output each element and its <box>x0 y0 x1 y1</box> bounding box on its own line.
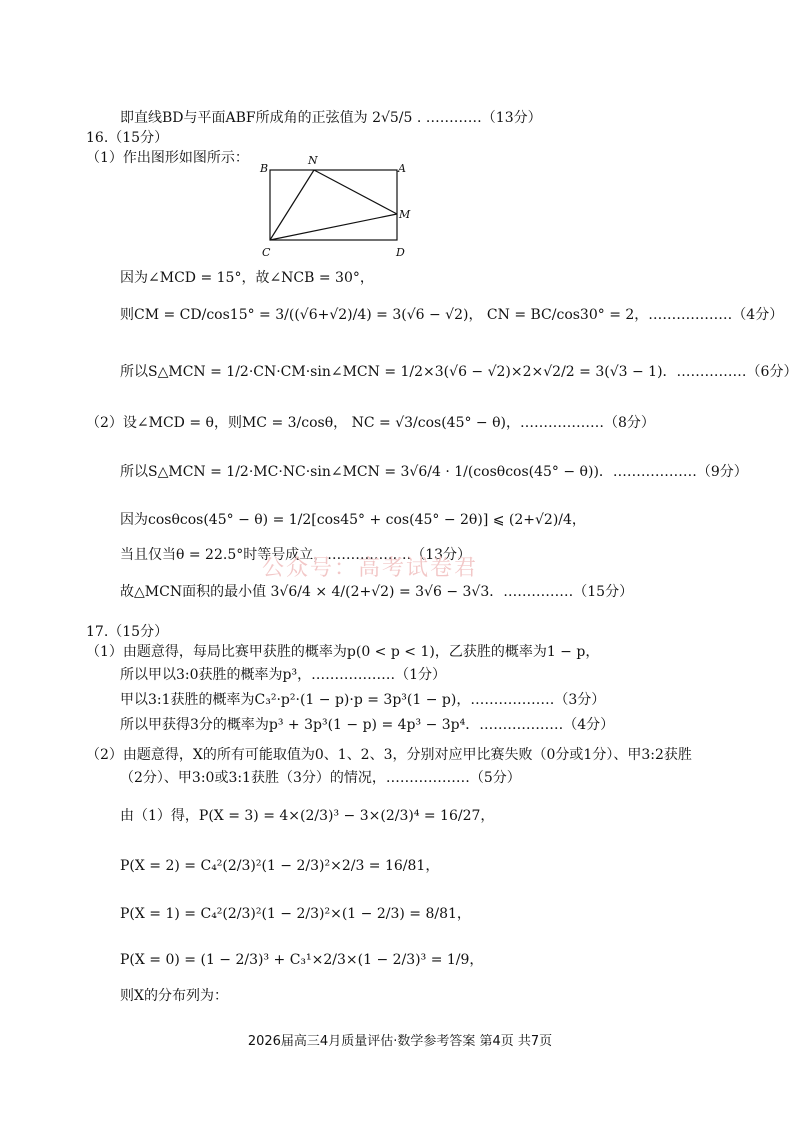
label-d: D <box>396 246 405 259</box>
q16-part2-line: （2）设∠MCD = θ，则MC = 3/cosθ， NC = √3/cos(45° − θ)，………………（8分） <box>86 415 655 431</box>
q17-px3: 由（1）得，P(X = 3) = 4×(2/3)³ − 3×(2/3)⁴ = 16/27， <box>120 808 495 824</box>
q17-3-0: 所以甲以3:0获胜的概率为p³，………………（1分） <box>120 667 447 683</box>
segment-CN <box>270 170 314 240</box>
q17-part2-cont: （2分）、甲3:0或3:1获胜（3分）的情况，………………（5分） <box>120 770 521 786</box>
label-a: A <box>398 162 406 175</box>
line-conclusion: 即直线BD与平面ABF所成角的正弦值为 2√5/5 . …………（13分） <box>120 110 542 126</box>
q17-part1-intro: （1）由题意得，每局比赛甲获胜的概率为p(0 < p < 1)，乙获胜的概率为1 − p， <box>86 644 600 660</box>
label-n: N <box>308 154 318 167</box>
q17-heading: 17.（15分） <box>86 624 169 640</box>
q16-heading: 16.（15分） <box>86 130 169 146</box>
q16-minimum: 故△MCN面积的最小值 3√6/4 × 4/(2+√2) = 3√6 − 3√3．……………（15分） <box>120 584 634 600</box>
q16-cm-cn-line: 则CM = CD/cos15° = 3/((√6+√2)/4) = 3(√6 − √2)， CN = BC/cos30° = 2，………………（4分） <box>120 307 784 323</box>
q17-3-points: 所以甲获得3分的概率为p³ + 3p³(1 − p) = 4p³ − 3p⁴．………………（4分） <box>120 717 615 733</box>
label-m: M <box>399 208 411 221</box>
q16-angle-line: 因为∠MCD = 15°，故∠NCB = 30°， <box>120 270 374 286</box>
q17-px2: P(X = 2) = C₄²(2/3)²(1 − 2/3)²×2/3 = 16/81， <box>120 858 440 874</box>
q17-part2-intro: （2）由题意得，X的所有可能取值为0、1、2、3，分别对应甲比赛失败（0分或1分）、甲3:2获胜 <box>86 747 692 763</box>
q17-3-1: 甲以3:1获胜的概率为C₃²·p²·(1 − p)·p = 3p³(1 − p)，………………（3分） <box>120 692 606 708</box>
segment-CM <box>270 214 397 240</box>
label-b: B <box>260 162 269 175</box>
q17-distribution-intro: 则X的分布列为： <box>120 988 228 1004</box>
page-footer: 2026届高三4月质量评估·数学参考答案 第4页 共7页 <box>247 1034 553 1049</box>
rectangle-figure <box>258 152 418 264</box>
label-c: C <box>262 246 271 259</box>
q16-inequality: 因为cosθcos(45° − θ) = 1/2[cos45° + cos(45° − 2θ)] ⩽ (2+√2)/4， <box>120 512 586 528</box>
q16-part1-intro: （1）作出图形如图所示： <box>86 150 249 166</box>
q17-px1: P(X = 1) = C₄²(2/3)²(1 − 2/3)²×(1 − 2/3) = 8/81， <box>120 906 471 922</box>
q16-area-line: 所以S△MCN = 1/2·CN·CM·sin∠MCN = 1/2×3(√6 − √2)×2×√2/2 = 3(√3 − 1)．……………（6分） <box>120 364 798 380</box>
q16-area-formula: 所以S△MCN = 1/2·MC·NC·sin∠MCN = 3√6/4 · 1/(cosθcos(45° − θ))．………………（9分） <box>120 464 748 480</box>
q16-equality-condition: 当且仅当θ = 22.5°时等号成立，………………（13分） <box>120 547 472 563</box>
q17-px0: P(X = 0) = (1 − 2/3)³ + C₃¹×2/3×(1 − 2/3)³ = 1/9， <box>120 952 484 968</box>
watermark: 公众号：高考试卷君 <box>262 556 479 581</box>
segment-NM <box>314 170 397 214</box>
